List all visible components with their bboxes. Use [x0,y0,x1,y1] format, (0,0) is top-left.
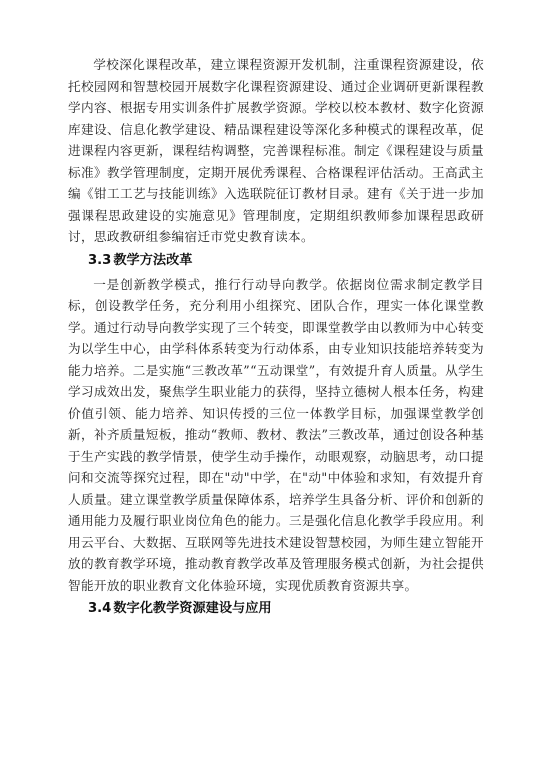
section-number: 3.4 [88,601,112,616]
section-heading-3-4 [68,598,484,620]
paragraph-curriculum-reform: 学校深化课程改革，建立课程资源开发机制，注重课程资源建设，依托校园网和智慧校园开展数字化课程资源建设、通过企业调研更新课程教学内容、根据专用实训条件扩展教学资源。学校以校本教材、数字化资源库建设、信息化教学建设、精品课程建设等深化多种模式的课程改革，促进课程内容更新，课程结构调整，完善课程标准。制定《课程建设与质量标准》教学管理制度，定期开展优秀课程、合格课程评估活动。王高武主编《钳工工艺与技能训练》入选联院征订教材目录。建有《关于进一步加强课程思政建设的实施意见》管理制度，定期组织教师参加课程思政研讨，思政教研组参编宿迁市党史教育读本。 [68,57,484,244]
section-title: 数字化教学资源建设与应用 [113,601,272,616]
section-title: 教学方法改革 [113,252,193,268]
section-heading-3-3 [68,250,484,272]
page-content [68,54,484,622]
paragraph-teaching-method-reform: 一是创新教学模式，推行行动导向教学。依据岗位需求制定教学目标，创设教学任务，充分利用小组探究、团队合作，理实一体化课堂教学。通过行动导向教学实现了三个转变，即课堂教学由以教师为中心转变为以学生中心，由学科体系转变为行动体系，由专业知识技能培养转变为能力培养。二是实施“三教改革”“五动课堂”，有效提升育人质量。从学生学习成效出发，聚焦学生职业能力的获得，坚持立德树人根本任务，构建价值引领、能力培养、知识传授的三位一体教学目标，加强课堂教学创新，补齐质量短板，推动“教师、教材、教法”三教改革，通过创设各种基于生产实践的教学情景，使学生动手操作，动眼观察，动脑思考，动口提问和交流等探究过程，即在"动"中学，在"动"中体验和求知，有效提升育人质量。建立课堂教学质量保障体系，培养学生具备分析、评价和创新的通用能力及履行职业岗位角色的能力。三是强化信息化教学手段应用。利用云平台、大数据、互联网等先进技术建设智慧校园，为师生建立智能开放的教育教学环境，推动教育教学改革及管理服务模式创新，为社会提供智能开放的职业教育文化体验环境，实现优质教育资源共享。 [68,276,484,593]
section-number: 3.3 [88,252,112,268]
